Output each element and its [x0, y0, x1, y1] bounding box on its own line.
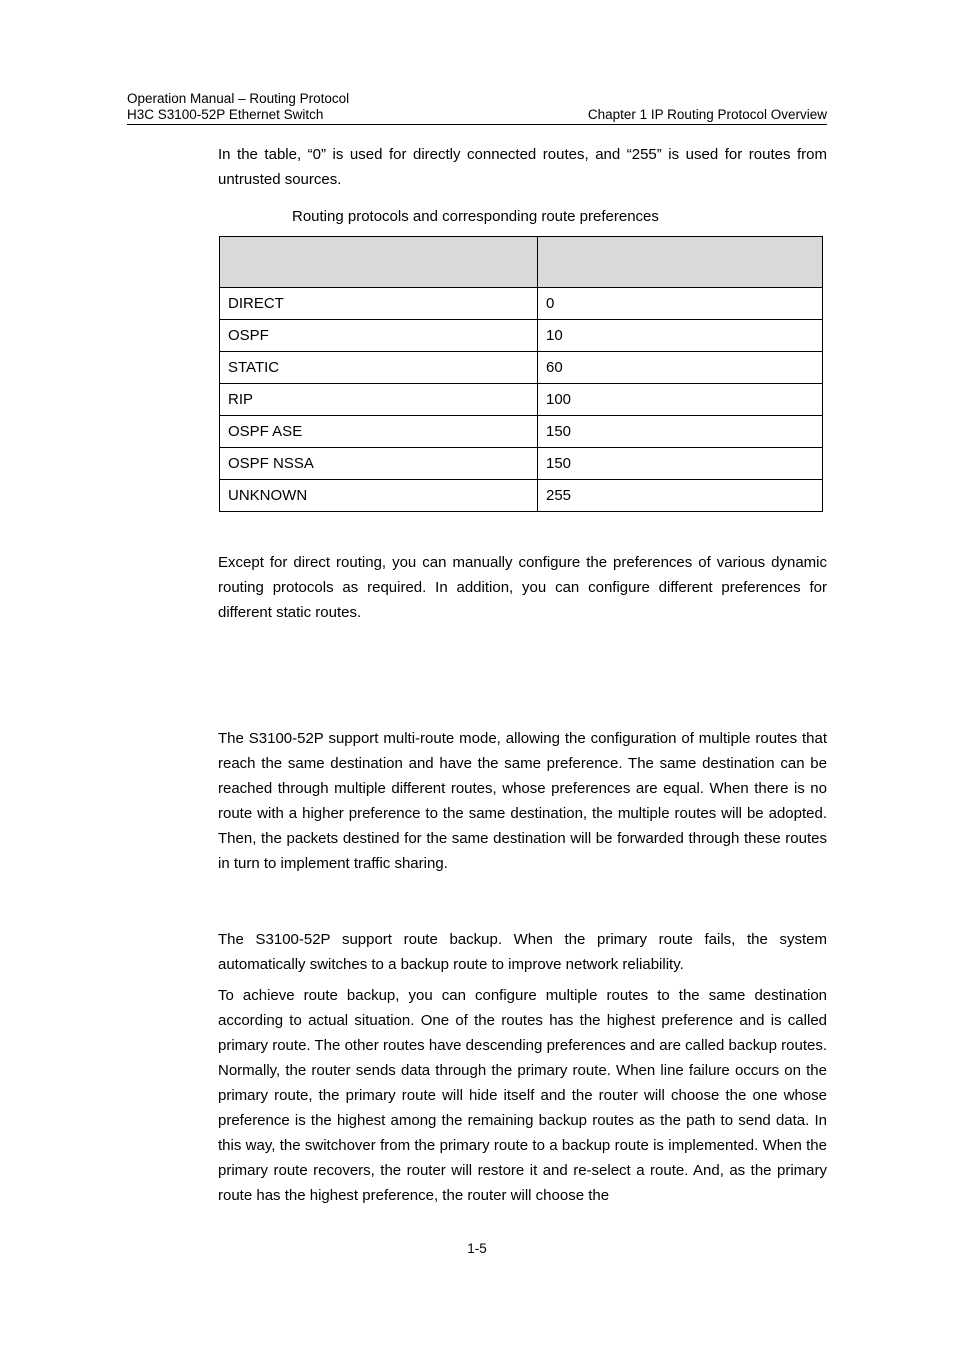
table-caption: Routing protocols and corresponding route preferences: [292, 208, 659, 225]
intro-paragraph: In the table, “0” is used for directly connected routes, and “255” is used for routes from untrusted sources.: [218, 146, 827, 188]
table-header-preference: [538, 237, 823, 288]
table-header-row: [220, 237, 823, 288]
protocol-cell: STATIC: [220, 352, 538, 384]
page-number: 1-5: [467, 1241, 487, 1256]
route-backup-paragraph: The S3100-52P support route backup. When the primary route fails, the system automatically switches to a backup route to improve network reliability.: [218, 931, 827, 973]
preference-cell: 100: [538, 384, 823, 416]
preference-config-paragraph: Except for direct routing, you can manually configure the preferences of various dynamic routing protocols as required. In addition, you can configure different preferences for different static routes.: [218, 554, 827, 621]
table-row: [220, 352, 823, 384]
route-sharing-paragraph: The S3100-52P support multi-route mode, allowing the configuration of multiple routes that reach the same destination and have the same preference. The same destination can be reached through multiple different routes, whose preferences are equal. When there is no route with a higher preference to the same destination, the multiple routes will be adopted. Then, the packets destined for the same destination will be forwarded through these routes in turn to implement traffic sharing.: [218, 730, 827, 872]
preference-cell: 0: [538, 288, 823, 320]
protocol-cell: RIP: [220, 384, 538, 416]
protocol-cell: OSPF: [220, 320, 538, 352]
preference-cell: 150: [538, 416, 823, 448]
header-chapter-title: Chapter 1 IP Routing Protocol Overview: [587, 107, 827, 122]
preference-cell: 150: [538, 448, 823, 480]
table-row: [220, 384, 823, 416]
preference-cell: 255: [538, 480, 823, 512]
preference-cell: 60: [538, 352, 823, 384]
protocol-cell: OSPF ASE: [220, 416, 538, 448]
table-row: [220, 416, 823, 448]
protocol-cell: UNKNOWN: [220, 480, 538, 512]
header-manual-title: Operation Manual – Routing Protocol: [127, 91, 350, 106]
route-backup-detail-paragraph: To achieve route backup, you can configure multiple routes to the same destination according to actual situation. One of the routes has the highest preference and is called primary route. The other routes have descending preferences and are called backup routes. Normally, the router sends data through the primary route. When line failure occurs on the primary route, the primary route will hide itself and the router will choose the one whose preference is the highest among the remaining backup routes as the path to send data. In this way, the switchover from the primary route to a backup route is implemented. When the primary route recovers, the router will restore it and re-select a route. And, as the primary route has the highest preference, the router will choose the: [218, 987, 827, 1204]
protocol-cell: DIRECT: [220, 288, 538, 320]
protocol-cell: OSPF NSSA: [220, 448, 538, 480]
route-preference-table: [219, 236, 823, 512]
header-rule: [127, 124, 827, 125]
table-row: [220, 480, 823, 512]
preference-cell: 10: [538, 320, 823, 352]
table-row: [220, 288, 823, 320]
header-product-name: H3C S3100-52P Ethernet Switch: [127, 107, 324, 122]
table-row: [220, 320, 823, 352]
table-row: [220, 448, 823, 480]
table-header-protocol: [220, 237, 538, 288]
